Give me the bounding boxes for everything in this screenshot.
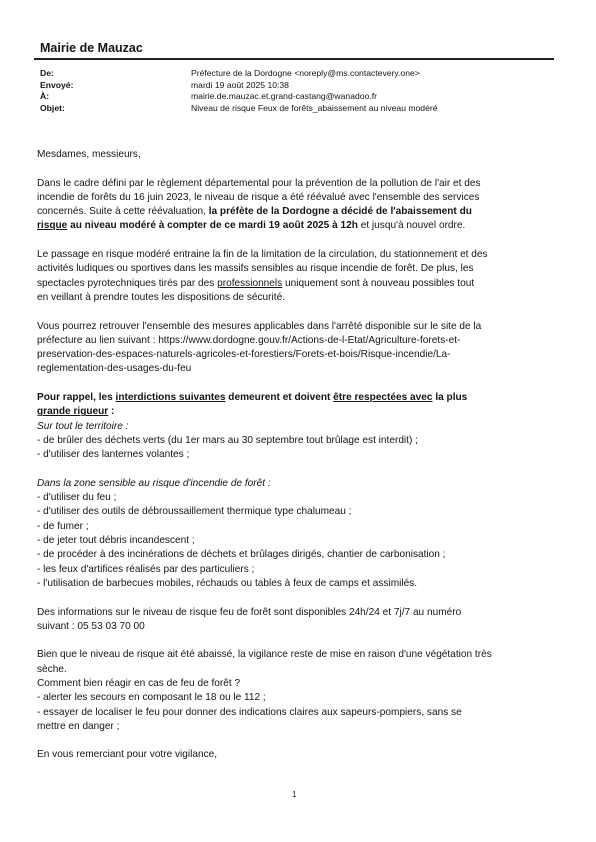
line: Vous pourrez retrouver l'ensemble des mesures applicables dans l'arrêté disponible sur le site de la bbox=[37, 320, 482, 332]
text: uniquement sont à nouveau possibles tout bbox=[282, 277, 475, 289]
subject-label: Objet: bbox=[40, 102, 65, 113]
bold-text: : bbox=[108, 406, 115, 418]
list-item: - de procéder à des incinérations de déchets et brûlages dirigés, chantier de carbonisation ; bbox=[37, 549, 446, 561]
header-row-from bbox=[40, 68, 560, 80]
list-item: - de jeter tout débris incandescent ; bbox=[37, 535, 195, 547]
subject-value: Niveau de risque Feux de forêts_abaissement au niveau modéré bbox=[191, 102, 438, 113]
paragraph-decree-link bbox=[37, 320, 555, 377]
paragraph-sensitive-zone bbox=[37, 477, 555, 591]
closing: En vous remerciant pour votre vigilance, bbox=[37, 749, 218, 761]
underlined-text: professionnels bbox=[217, 277, 283, 289]
decree-link[interactable]: preservation-des-espaces-naturels-agricoles-et-forestiers/Forets-et-bois/Risque-incendie/La- bbox=[37, 349, 451, 361]
paragraph-vigilance bbox=[37, 648, 555, 734]
list-item: - les feux d'artifices réalisés par des particuliers ; bbox=[37, 563, 255, 575]
line bbox=[37, 405, 555, 419]
bold-text: demeurent et doivent bbox=[225, 392, 334, 404]
page-number: 1 bbox=[292, 790, 297, 799]
list-item: - essayer de localiser le feu pour donner des indications claires aux sapeurs-pompiers, sans se bbox=[37, 706, 462, 718]
line bbox=[37, 391, 555, 405]
list-item: - d'utiliser des outils de débroussaillement thermique type chalumeau ; bbox=[37, 506, 352, 518]
line: activités ludiques ou sportives dans les massifs sensibles au risque incendie de forêt. De plus, les bbox=[37, 263, 474, 275]
email-body bbox=[37, 148, 555, 777]
header-row-to bbox=[40, 91, 560, 103]
bold-text: la préfète de la Dordogne a décidé de l'abaissement du bbox=[208, 206, 472, 218]
bold-text: la plus bbox=[432, 392, 468, 404]
underlined-text: interdictions suivantes bbox=[115, 392, 226, 404]
line bbox=[37, 205, 555, 219]
line: en veillant à prendre toutes les dispositions de sécurité. bbox=[37, 291, 286, 303]
sent-value: mardi 19 août 2025 10:38 bbox=[191, 79, 289, 90]
underlined-text: être respectées avec bbox=[333, 392, 433, 404]
from-label: De: bbox=[40, 68, 54, 78]
to-label: À: bbox=[40, 91, 50, 101]
list-item: - de fumer ; bbox=[37, 520, 89, 532]
line: incendie de forêts du 16 juin 2023, le niveau de risque a été réévalué avec l'ensemble des services bbox=[37, 191, 480, 203]
from-value: Préfecture de la Dordogne <noreply@ms.contactevery.one> bbox=[191, 68, 420, 78]
list-item: - d'utiliser des lanternes volantes ; bbox=[37, 449, 190, 461]
underlined-text: grande rigueur bbox=[37, 406, 109, 418]
organization-title: Mairie de Mauzac bbox=[40, 41, 143, 55]
line: Dans le cadre défini par le règlement départemental pour la prévention de la pollution de l'air et des bbox=[37, 177, 481, 189]
list-item: - l'utilisation de barbecues mobiles, réchauds ou tables à feux de camps et assimilés. bbox=[37, 577, 418, 589]
line: Comment bien réagir en cas de feu de forêt ? bbox=[37, 677, 241, 689]
list-item: mettre en danger ; bbox=[37, 720, 120, 732]
paragraph-reevaluation bbox=[37, 177, 555, 234]
paragraph-prohibitions bbox=[37, 391, 555, 462]
to-value: mairie.de.mauzac.et.grand-castang@wanadoo.fr bbox=[191, 91, 377, 101]
email-header bbox=[40, 68, 560, 114]
decree-link[interactable]: préfecture au lien suivant : https://www.dordogne.gouv.fr/Actions-de-l-Etat/Agriculture-forets-et- bbox=[37, 334, 461, 346]
list-item: - d'utiliser du feu ; bbox=[37, 492, 117, 504]
bold-underlined-text bbox=[116, 392, 226, 403]
text: concernés. Suite à cette réévaluation, bbox=[37, 206, 209, 218]
line bbox=[37, 219, 555, 233]
paragraph-info-number bbox=[37, 606, 555, 635]
bold-text: Pour rappel, les bbox=[37, 392, 116, 404]
line: sèche. bbox=[37, 663, 67, 675]
zone-heading: Dans la zone sensible au risque d'incendie de forêt : bbox=[37, 477, 271, 489]
bold-underlined-text bbox=[333, 392, 432, 403]
underlined-text: risque bbox=[37, 220, 68, 232]
sent-label: Envoyé: bbox=[40, 79, 74, 90]
bold-text: au niveau modéré à compter de ce mardi 19 août 2025 à 12h bbox=[67, 220, 358, 232]
header-divider bbox=[34, 58, 554, 60]
header-row-subject bbox=[40, 103, 560, 115]
line: Des informations sur le niveau de risque feu de forêt sont disponibles 24h/24 et 7j/7 au numéro bbox=[37, 606, 462, 618]
line: Le passage en risque modéré entraine la fin de la limitation de la circulation, du stationnement et des bbox=[37, 249, 488, 261]
text: spectacles pyrotechniques tirés par des bbox=[37, 277, 218, 289]
bold-underlined-text bbox=[37, 220, 67, 231]
line: Bien que le niveau de risque ait été abaissé, la vigilance reste de mise en raison d'une végétation très bbox=[37, 649, 492, 661]
list-item: - de brûler des déchets verts (du 1er mars au 30 septembre tout brûlage est interdit) ; bbox=[37, 434, 418, 446]
decree-link[interactable]: reglementation-des-usages-du-feu bbox=[37, 363, 192, 375]
line bbox=[37, 277, 555, 291]
phone-number-line: suivant : 05 53 03 70 00 bbox=[37, 620, 145, 632]
paragraph-moderate-risk bbox=[37, 248, 555, 305]
bold-underlined-text bbox=[37, 406, 108, 417]
greeting: Mesdames, messieurs, bbox=[37, 149, 141, 160]
text: et jusqu'à nouvel ordre. bbox=[357, 220, 466, 232]
list-item: - alerter les secours en composant le 18 ou le 112 ; bbox=[37, 692, 266, 704]
header-row-sent bbox=[40, 80, 560, 92]
territory-heading: Sur tout le territoire : bbox=[37, 420, 129, 432]
